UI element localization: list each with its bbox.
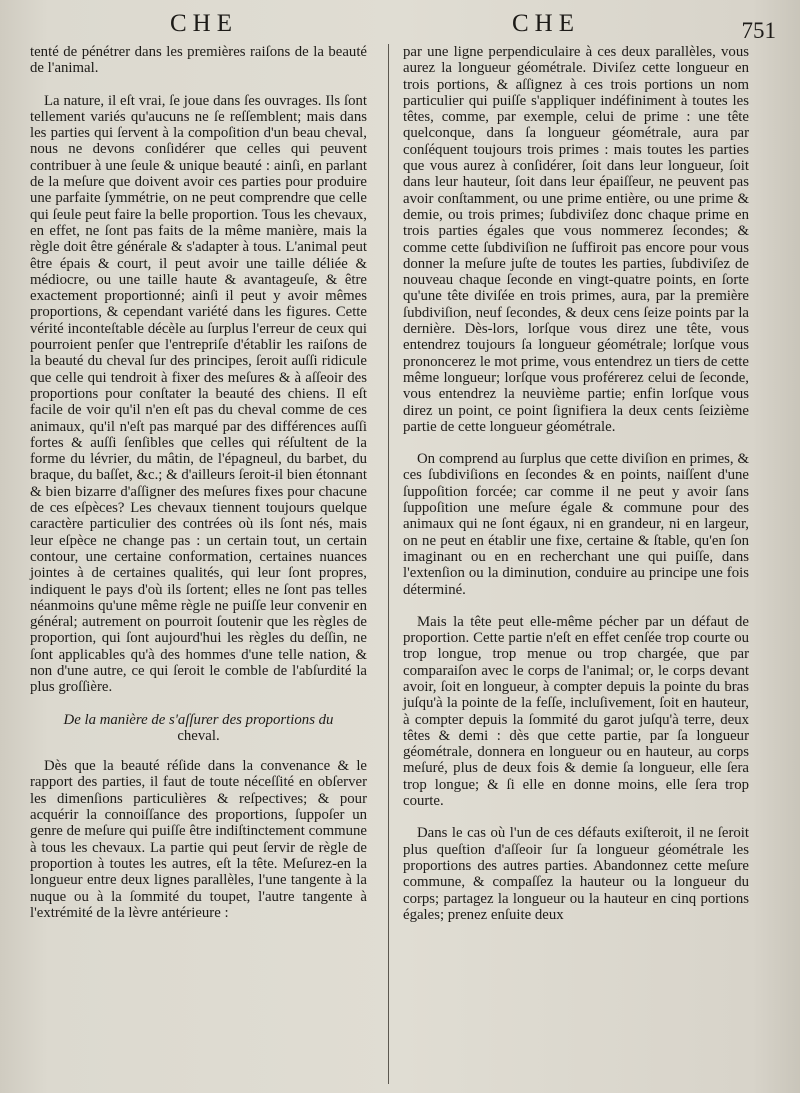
section-heading-italic: De la manière de s'aſſurer des proportions du — [63, 711, 334, 728]
running-title-right: CHE — [512, 10, 580, 37]
paragraph: Dès que la beauté réſide dans la convenance & le rapport des parties, il faut de toute néceſſité en obſerver les dimenſions particulières & reſpectives; & pour acquérir la connoiſſance des proportions, ſuppoſer un genre de meſure qui puiſſe être indiſtinctement commune à tous les chevaux. La partie qui peut ſervir de règle de proportion à toutes les autres, eſt la tête. Meſurez-en la longueur entre deux lignes parallèles, l'une tangente à la nuque ou à la ſommité du toupet, l'autre tangente à l'extrémité de la lèvre antérieure : — [30, 758, 367, 921]
paragraph: On comprend au ſurplus que cette diviſion en primes, & ces ſubdiviſions en ſecondes & en points, naiſſent d'une ſuppoſition forcée; car comme il ne peut y avoir ſans ſuppoſition une meſure égale & commune pour des animaux qui ne ſont égaux, ni en grandeur, ni en largeur, on ne peut en établir une fixe, certaine & ſtable, qu'en ſon imaginant ou en en recherchant une qui puiſſe, dans l'extenſion ou la diminution, conduire au principe une fois déterminé. — [403, 451, 749, 598]
paragraph: Dans le cas où l'un de ces défauts exiſteroit, il ne ſeroit plus queſtion d'aſſeoir ſur ſa longueur géométrale les proportions des autres parties. Abandonnez cette meſure commune, & compaſſez la hauteur ou la longueur du corps; partagez la longueur ou la hauteur en cinq portions égales; prenez enſuite deux — [403, 825, 749, 923]
paragraph: par une ligne perpendiculaire à ces deux parallèles, vous aurez la longueur géométrale. Diviſez cette longueur en trois portions, & aſſignez à ces trois portions un nom particulier qui puiſſe s'appliquer indéfiniment à toutes les têtes, comme, par exemple, celui de prime : une tête quelconque, dans ſa longueur géométrale, aura par conſéquent toujours trois primes : mais toutes les parties que vous aurez à conſidérer, ſoit dans leur longueur, ſoit dans leur hauteur, ſoit dans leur épaiſſeur, ne peuvent pas avoir conſtamment, ou une prime entière, ou une prime & demie, ou trois primes; ſubdiviſez donc chaque prime en trois parties égales que vous nommerez ſecondes; & comme cette ſubdiviſion ne ſuffiroit pas encore pour vous donner la meſure juſte de toutes les parties, ſubdiviſez de nouveau chaque ſeconde en vingt-quatre points, en ſorte qu'une tête diviſée en trois primes, aura, par la première ſubdiviſion, neuf ſecondes, & deux cens ſeize points par la dernière. Dès-lors, lorſque vous direz une tête, vous entendrez toujours ſa longueur géométrale; lorſque vous prononcerez le mot prime, vous entendrez un tiers de cette même longueur; lorſque vous proférerez celui de ſeconde, vous entendrez la neuvième partie; enfin lorſque vous direz un point, ce point ſignifiera la deux cents ſeizième partie de cette longueur géométrale. — [403, 44, 749, 435]
paragraph: tenté de pénétrer dans les premières raiſons de la beauté de l'animal. — [30, 44, 367, 77]
paragraph: La nature, il eſt vrai, ſe joue dans ſes ouvrages. Ils ſont tellement variés qu'aucuns ne ſe reſſemblent; mais dans les parties qui ſervent à la compoſition d'un beau cheval, nous ne devons conſidérer que celles qui peuvent contribuer à une ſeule & unique beauté : ainſi, en parlant de la meſure que doivent avoir ces parties pour produire une parfaite ſymmétrie, on ne peut comprendre que celle qui ſeule peut faire la belle proportion. Tous les chevaux, en effet, ne ſont pas faits de la même manière, mais la règle doit être générale & s'adapter à tous. L'animal peut être épais & court, il peut avoir une taille déliée & médiocre, ou une taille haute & avantageuſe, & être exactement proportionné; ainſi il peut y avoir mêmes proportions, & cependant variété dans les figures. Cette vérité inconteſtable décèle au ſurplus l'erreur de ceux qui pourroient penſer que l'entrepriſe d'établir les raiſons de la beauté du cheval ſur des principes, ſeroit auſſi ridicule que celle qui tendroit à fixer des meſures & à aſſeoir des proportions pour conſtater la beauté des chiens. Il eſt facile de voir qu'il n'en eſt pas du cheval comme de ces animaux, qu'il n'eſt pas marqué par des différences auſſi fortes & auſſi ſenſibles que celles qui réſultent de la forme du lévrier, du mâtin, de l'épagneul, du barbet, du braque, du baſſet, &c.; & d'ailleurs ſeroit-il bien étonnant & bien bizarre d'aſſigner des meſures fixes pour chacune de ces eſpèces? Les chevaux tiennent toujours quelque caractère particulier des contrées où ils ſont nés, mais leur eſpèce ne change pas : un certain tout, un certain contour, une certaine conformation, certaines nuances jointes à de certaines qualités, qui leur ſont propres, indiquent le pays d'où ils ſortent; elles ne ſont pas telles néanmoins qu'une même règle ne puiſſe leur convenir en général; autrement on pourroit ſoutenir que les règles de proportion, qui ſont aujourd'hui les règles du deſſin, ne ſont applicables qu'à des hommes d'une telle nation, & non d'une autre, ce qui ſeroit le comble de l'abſurdité la plus groſſière. — [30, 92, 367, 696]
left-column — [30, 44, 367, 921]
running-title-left: CHE — [170, 10, 238, 37]
section-heading-roman: cheval. — [177, 727, 220, 744]
column-divider — [388, 44, 389, 1084]
page-number: 751 — [741, 18, 776, 43]
section-heading — [30, 712, 367, 745]
paragraph: Mais la tête peut elle-même pécher par un défaut de proportion. Cette partie n'eſt en effet cenſée trop courte ou trop longue, trop menue ou trop chargée, que par comparaiſon avec le corps de l'animal; or, le corps devant avoir, ſoit en longueur, à compter depuis la pointe du bras juſqu'à la pointe de la feſſe, incluſivement, ſoit en hauteur, à compter depuis la ſommité du garot juſqu'à terre, deux têtes & demi : dès que cette partie, par ſa longueur géométrale, donnera en longueur ou en hauteur, au corps meſuré, plus de deux fois & demie ſa longueur, elle ſera trop longue; & ſi elle en donne moins, elle ſera trop courte. — [403, 613, 749, 810]
running-head — [0, 10, 800, 44]
right-column — [403, 44, 749, 923]
